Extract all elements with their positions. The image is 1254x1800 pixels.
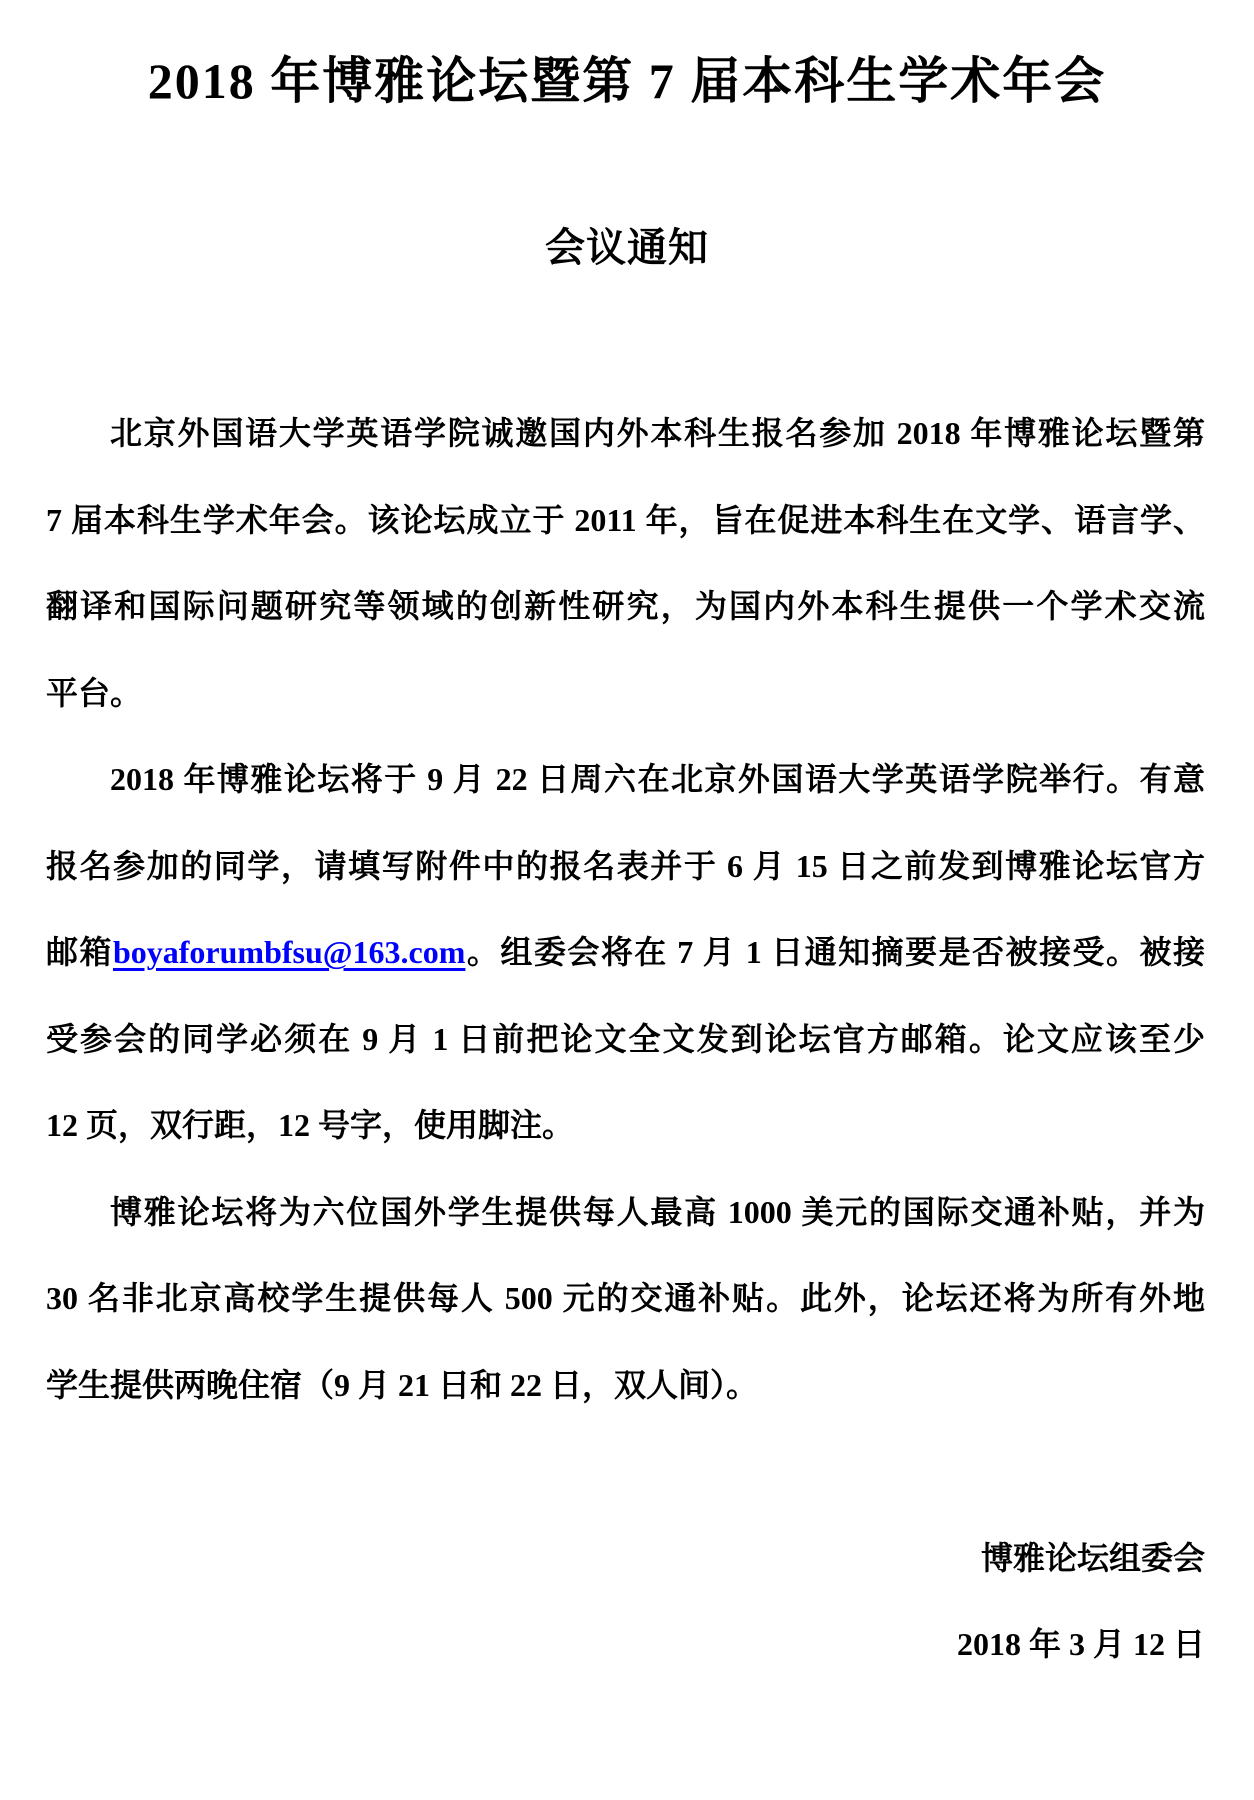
para3-line3: 学生提供两晚住宿（9 月 21 日和 22 日，双人间）。 [46, 1366, 759, 1403]
para1-line1: 北京外国语大学英语学院诚邀国内外本科生报名参加 2018 年博雅论坛暨第 [110, 415, 1205, 451]
document-body [46, 390, 1205, 1688]
para2-line5: 12 页，双行距，12 号字，使用脚注。 [46, 1107, 575, 1143]
document-title: 2018 年博雅论坛暨第 7 届本科生学术年会 [147, 53, 1107, 109]
signature-date: 2018 年 3 月 12 日 [956, 1626, 1205, 1662]
paragraph-1 [46, 390, 1205, 736]
email-line-suffix: 。组委会将在 7 月 1 日通知摘要是否被接受。被接 [465, 934, 1205, 970]
email-link[interactable]: boyaforumbfsu@163.com [112, 934, 466, 970]
email-line-prefix: 邮箱 [46, 934, 113, 970]
para3-line1: 博雅论坛将为六位国外学生提供每人最高 1000 美元的国际交通补贴，并为 [110, 1193, 1205, 1230]
para2-line1: 2018 年博雅论坛将于 9 月 22 日周六在北京外国语大学英语学院举行。有意 [110, 761, 1205, 797]
para1-line4: 平台。 [46, 674, 143, 711]
para2-line3-email-line [46, 909, 1205, 996]
para1-line3: 翻译和国际问题研究等领域的创新性研究，为国内外本科生提供一个学术交流 [46, 588, 1205, 624]
paragraph-3 [46, 1169, 1205, 1429]
para1-line2: 7 届本科生学术年会。该论坛成立于 2011 年，旨在促进本科生在文学、语言学、 [46, 501, 1205, 538]
document-subtitle: 会议通知 [545, 225, 709, 270]
para2-line2: 报名参加的同学，请填写附件中的报名表并于 6 月 15 日之前发到博雅论坛官方 [46, 847, 1205, 884]
para2-line4: 受参会的同学必须在 9 月 1 日前把论文全文发到论坛官方邮箱。论文应该至少 [46, 1020, 1205, 1057]
blank-line-spacer [46, 1428, 1205, 1515]
signature-organization: 博雅论坛组委会 [980, 1539, 1205, 1576]
para3-line2: 30 名非北京高校学生提供每人 500 元的交通补贴。此外，论坛还将为所有外地 [46, 1280, 1205, 1316]
paragraph-2 [46, 736, 1205, 1169]
